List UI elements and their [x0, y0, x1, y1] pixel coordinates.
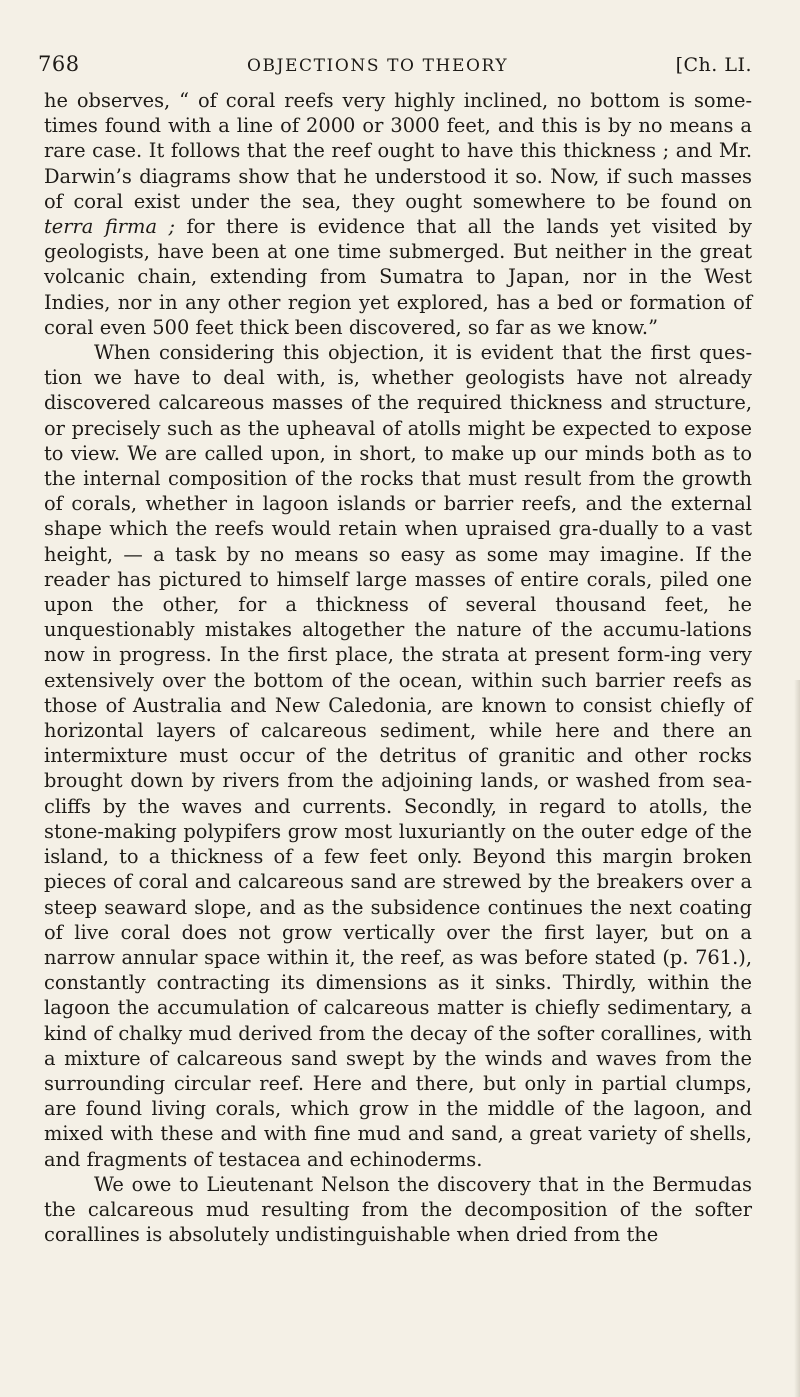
- paragraph-objection-discussion: When considering this objection, it is evident that the first ques-tion we have to deal with, is, whether geologists have not already discovered calcareous masses of the required thickness and structure, or precisely such as the upheaval of atolls might be expected to expose to view. We are called upon, in short, to make up our minds both as to the internal composition of the rocks that must result from the growth of corals, whether in lagoon islands or barrier reefs, and the external shape which the reefs would retain when upraised gra-dually to a vast height, — a task by no means so easy as some may imagine. If the reader has pictured to himself large masses of entire corals, piled one upon the other, for a thickness of several thousand feet, he unquestionably mistakes altogether the nature of the accumu-lations now in progress. In the first place, the strata at present form-ing very extensively over the bottom of the ocean, within such barrier reefs as those of Australia and New Caledonia, are known to consist chiefly of horizontal layers of calcareous sediment, while here and there an intermixture must occur of the detritus of granitic and other rocks brought down by rivers from the adjoining lands, or washed from sea-cliffs by the waves and currents. Secondly, in regard to atolls, the stone-making polypifers grow most luxuriantly on the outer edge of the island, to a thickness of a few feet only. Beyond this margin broken pieces of coral and calcareous sand are strewed by the breakers over a steep seaward slope, and as the subsidence continues the next coating of live coral does not grow vertically over the first layer, but on a narrow annular space within it, the reef, as was before stated (p. 761.), constantly contracting its dimensions as it sinks. Thirdly, within the lagoon the accumulation of calcareous matter is chiefly sedimentary, a kind of chalky mud derived from the decay of the softer corallines, with a mixture of calcareous sand swept by the winds and waves from the surrounding circular reef. Here and there, but only in partial clumps, are found living corals, which grow in the middle of the lagoon, and mixed with these and with fine mud and sand, a great variety of shells, and fragments of testacea and echinoderms.: [44, 341, 752, 1171]
- quote-text-end: for there is evidence that all the lands yet visited by geologists, have been at one time submerged. But neither in the great volcanic chain, extending from Sumatra to Japan, nor in the West Indies, nor in any other region yet explored, has a bed or formation of coral even 500 feet thick been discovered, so far as we know.”: [44, 215, 752, 339]
- italic-phrase: terra firma ;: [44, 215, 176, 239]
- paragraph-quote-continuation: [44, 88, 752, 340]
- paragraph-bermudas: We owe to Lieutenant Nelson the discovery that in the Bermudas the calcareous mud resulting from the decomposition of the softer corallines is absolutely undistinguishable when dried from the: [44, 1172, 752, 1247]
- body-text: [44, 88, 752, 1247]
- page-edge-shadow: [794, 680, 800, 1397]
- page-number: 768: [38, 52, 80, 76]
- running-title: OBJECTIONS TO THEORY: [246, 56, 509, 76]
- chapter-label: [Ch. LI.: [675, 54, 752, 76]
- quote-text-start: he observes, “ of coral reefs very highly inclined, no bottom is some-times found with a line of 2000 or 3000 feet, and this is by no means a rare case. It follows that the reef ought to have this thickness ; and Mr. Darwin’s diagrams show that he understood it so. Now, if such masses of coral exist under the sea, they ought somewhere to be found on: [44, 89, 752, 213]
- running-head: [38, 52, 752, 86]
